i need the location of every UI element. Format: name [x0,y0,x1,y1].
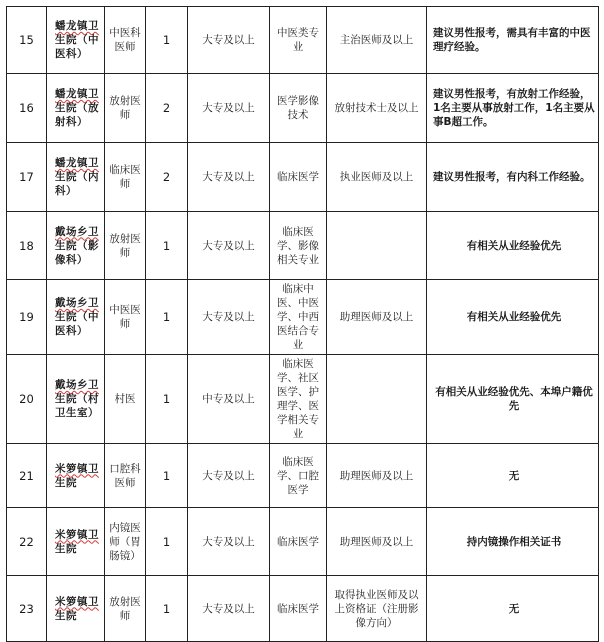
major-requirement: 临床医学 [270,508,327,576]
hiring-unit-department: 生院（影像科） [55,239,99,266]
position-name: 放射医师 [105,74,146,143]
headcount: 1 [146,355,188,444]
education-requirement: 中专及以上 [188,355,270,444]
major-requirement: 临床医学、影像相关专业 [270,212,327,280]
row-number: 17 [7,143,47,212]
hiring-unit-name: 蟠龙镇卫 [55,157,99,169]
remarks: 持内镜操作相关证书 [427,508,599,576]
remarks: 有相关从业经验优先 [427,280,599,355]
hiring-unit-name: 米箩镇卫 [55,528,99,541]
qualification-requirement: 主治医师及以上 [327,7,427,74]
headcount: 1 [146,280,188,355]
qualification-requirement: 执业医师及以上 [327,143,427,212]
major-requirement: 临床中医、中医学、中西医结合专业 [270,280,327,355]
table-row [7,576,599,642]
hiring-unit [47,508,105,576]
hiring-unit-department: 生院（内科） [55,171,99,197]
row-number: 22 [7,508,47,576]
row-number: 16 [7,74,47,143]
hiring-unit-name: 米箩镇卫 [55,595,99,608]
hiring-unit-name: 戴场乡卫 [55,297,99,309]
row-number: 20 [7,355,47,444]
hiring-unit [47,7,105,74]
hiring-unit-department: 生院（中医科） [55,34,99,60]
table-body [7,7,599,642]
qualification-requirement: 取得执业医师及以上资格证（注册影像方向） [327,576,427,642]
education-requirement: 大专及以上 [188,7,270,74]
qualification-requirement [327,212,427,280]
row-number: 15 [7,7,47,74]
qualification-requirement [327,355,427,444]
position-name: 村医 [105,355,146,444]
headcount: 2 [146,74,188,143]
hiring-unit-department: 生院 [55,609,77,622]
recruitment-table [6,6,599,642]
headcount: 1 [146,7,188,74]
hiring-unit-name: 米箩镇卫 [55,462,99,475]
headcount: 1 [146,508,188,576]
education-requirement: 大专及以上 [188,508,270,576]
remarks: 有相关从业经验优先 [427,212,599,280]
major-requirement: 临床医学 [270,143,327,212]
qualification-requirement: 助理医师及以上 [327,444,427,508]
education-requirement: 大专及以上 [188,280,270,355]
hiring-unit [47,143,105,212]
table-row [7,508,599,576]
hiring-unit-department: 生院（放射科） [55,102,99,128]
hiring-unit-name: 蟠龙镇卫 [55,88,99,100]
major-requirement: 临床医学 [270,576,327,642]
qualification-requirement: 助理医师及以上 [327,508,427,576]
table-row [7,212,599,280]
hiring-unit-name: 戴场乡卫 [55,225,99,238]
hiring-unit-department: 生院（中医科） [55,311,99,337]
table-row [7,280,599,355]
major-requirement: 中医类专业 [270,7,327,74]
position-name: 放射医师 [105,576,146,642]
education-requirement: 大专及以上 [188,212,270,280]
hiring-unit-name: 戴场乡卫 [55,379,99,391]
row-number: 19 [7,280,47,355]
qualification-requirement: 助理医师及以上 [327,280,427,355]
remarks: 建议男性报考，有放射工作经验，1名主要从事放射工作，1名主要从事B超工作。 [427,74,599,143]
table-row [7,355,599,444]
table-row [7,74,599,143]
hiring-unit [47,576,105,642]
education-requirement: 大专及以上 [188,143,270,212]
remarks: 无 [427,444,599,508]
row-number: 18 [7,212,47,280]
position-name: 口腔科医师 [105,444,146,508]
major-requirement: 临床医学、口腔医学 [270,444,327,508]
headcount: 1 [146,576,188,642]
headcount: 2 [146,143,188,212]
headcount: 1 [146,444,188,508]
position-name: 内镜医师（胃肠镜） [105,508,146,576]
position-name: 中医科医师 [105,7,146,74]
hiring-unit-department: 生院 [55,476,77,489]
position-name: 放射医师 [105,212,146,280]
major-requirement: 临床医学、社区医学、护理学、医学相关专业 [270,355,327,444]
table-row [7,444,599,508]
hiring-unit-department: 生院（村卫生室） [55,393,99,419]
hiring-unit [47,444,105,508]
position-name: 中医医师 [105,280,146,355]
table-row [7,143,599,212]
hiring-unit [47,280,105,355]
education-requirement: 大专及以上 [188,444,270,508]
education-requirement: 大专及以上 [188,74,270,143]
row-number: 21 [7,444,47,508]
hiring-unit [47,212,105,280]
hiring-unit [47,74,105,143]
remarks: 无 [427,576,599,642]
row-number: 23 [7,576,47,642]
qualification-requirement: 放射技术士及以上 [327,74,427,143]
education-requirement: 大专及以上 [188,576,270,642]
hiring-unit [47,355,105,444]
major-requirement: 医学影像技术 [270,74,327,143]
hiring-unit-name: 蟠龙镇卫 [55,20,99,32]
hiring-unit-department: 生院 [55,542,77,555]
position-name: 临床医师 [105,143,146,212]
headcount: 1 [146,212,188,280]
remarks: 建议男性报考，有内科工作经验。 [427,143,599,212]
remarks: 有相关从业经验优先、本埠户籍优先 [427,355,599,444]
remarks: 建议男性报考，需具有丰富的中医理疗经验。 [427,7,599,74]
table-row [7,7,599,74]
